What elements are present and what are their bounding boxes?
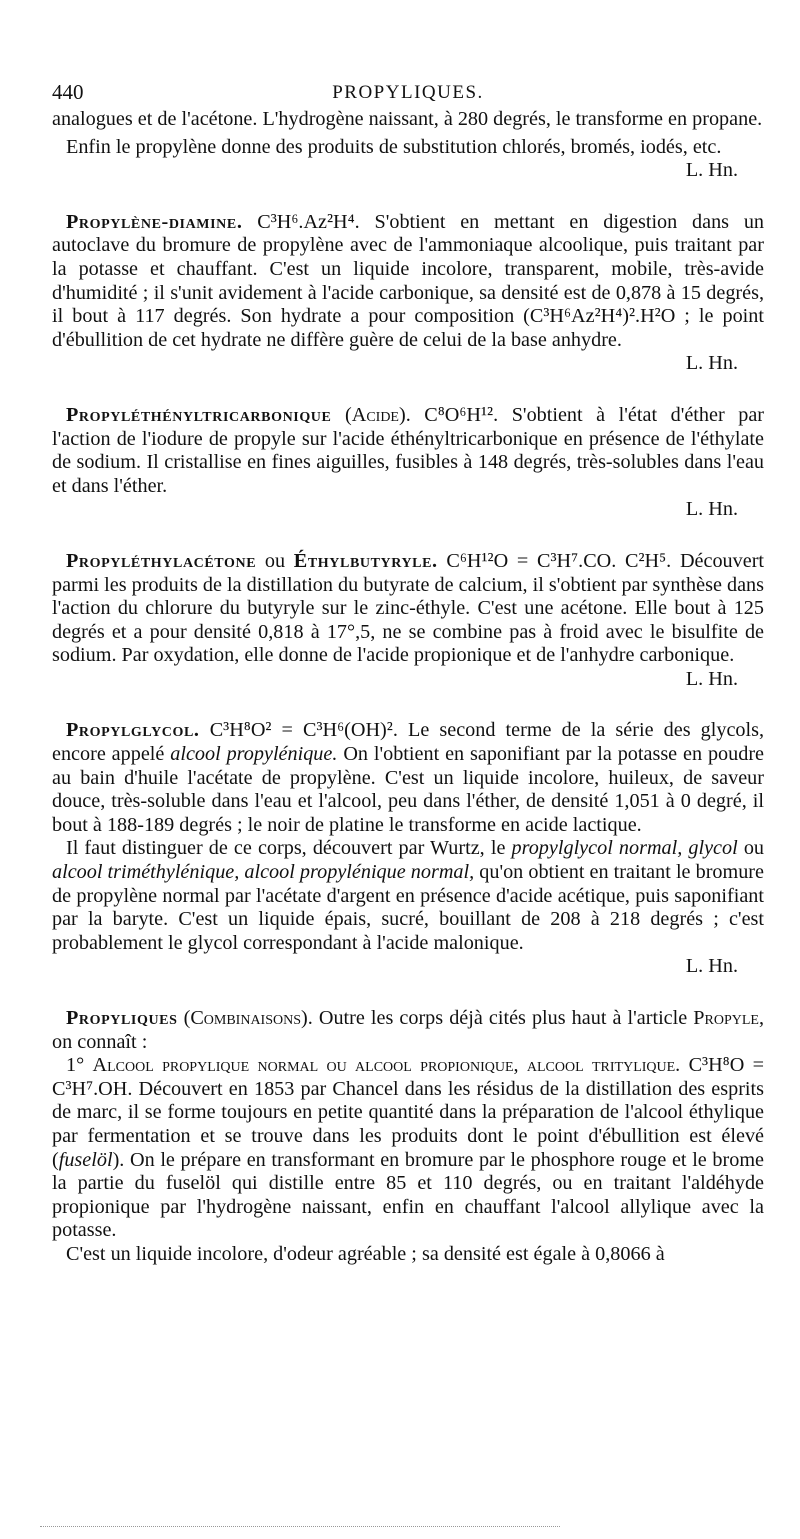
headword-qualifier: (Combinaisons). [183, 1007, 313, 1029]
entry-body: Découvert parmi les produits de la distillation du butyrate de calcium, il s'obtient par synthèse dans l'action du chlorure du butyryle sur le zinc-éthyle. C'est une acétone. Elle bout à 125 degrés et a pour densité 0,818 à 17°,5, ne se combine pas à froid avec le bisulfite de sodium. Par oxydation, elle donne de l'acide propionique et de l'anhydre carbonique. [52, 549, 765, 667]
subentry-title: Alcool propylique normal ou alcool propionique, alcool tritylique. [92, 1054, 681, 1077]
headword: Propyléthylacétone [66, 549, 257, 572]
entry-text [52, 404, 764, 522]
paragraph: analogues et de l'acétone. L'hydrogène naissant, à 280 degrés, le transforme en propane. [52, 108, 763, 130]
entry-propyliques [52, 1007, 764, 1267]
conjunction: ou [264, 549, 286, 572]
headword: Propylglycol. [66, 719, 200, 742]
entry-propylethenyltricarbonique [52, 404, 764, 522]
paragraph-text: Enfin le propylène donne des produits de substitution chlorés, bromés, iodés, etc. [66, 135, 722, 158]
entry-propylethylacetone [52, 550, 764, 692]
page-number: 440 [52, 80, 84, 104]
page-header [52, 78, 764, 108]
chemical-formula: C³H⁸O² = C³H⁶(OH)². [209, 719, 398, 742]
italic-term: alcool propylénique. [170, 743, 338, 766]
entry-propylene-diamine [52, 211, 764, 376]
entry-body: S'obtient à l'état d'éther par l'action de l'iodure de propyle sur l'acide éthényltricarbonique en présence de l'éthylate de sodium. Il cristallise en fines aiguilles, fusibles à 148 degrés, très-solubles dans l'eau et dans l'éther. [52, 403, 765, 497]
continuation-block [52, 108, 764, 183]
entry-body: Le second terme de la série des glycols, encore appelé [52, 719, 765, 766]
running-title: PROPYLIQUES. [332, 82, 484, 103]
paragraph [52, 136, 764, 183]
subentry-text [52, 1054, 764, 1243]
author-signature: L. Hn. [685, 159, 738, 182]
entry-text [52, 550, 764, 692]
italic-term: fuselöl [58, 1148, 113, 1171]
headword: Propyliques [66, 1007, 178, 1029]
entry-body: ). On le prépare en transformant en bromure par le phosphore rouge et le brome la partie du fuselöl qui distille entre 85 et 110 degrés, ou en traitant l'aldéhyde propionique par l'hydrogène naissant, enfin en chauffant l'alcool allylique avec la potasse. [52, 1148, 764, 1242]
chemical-formula: C³H⁶.Az²H⁴. [257, 210, 360, 233]
entry-text [52, 1007, 764, 1054]
entry-body: On l'obtient en saponifiant par la potasse en poudre au bain d'huile l'acétate de propylène. C'est un liquide incolore, huileux, de saveur douce, très-soluble dans l'eau et l'alcool, peu dans l'éther, de densité 1,051 à 0 degré, il bout à 188-189 degrés ; le noir de platine le transforme en acide lactique. [52, 743, 765, 836]
author-signature: L. Hn. [685, 498, 738, 521]
headword: Propyléthényltricarbonique [66, 403, 332, 426]
author-signature: L. Hn. [685, 667, 738, 690]
entry-text [52, 211, 764, 376]
chemical-formula: C⁶H¹²O = C³H⁷.CO. C²H⁵. [446, 549, 672, 572]
italic-term: alcool triméthylénique, alcool propylénique normal, [52, 861, 475, 884]
headword-alternate: Éthylbutyryle. [293, 549, 438, 572]
page [52, 78, 764, 1267]
entry-body: ou [743, 837, 765, 860]
chemical-formula: C³H⁸O = C³H⁷.OH. [52, 1054, 764, 1100]
subentry-number: 1° [66, 1054, 85, 1077]
italic-term: propylglycol normal, glycol [511, 837, 738, 860]
footer-rule [40, 1526, 560, 1527]
entry-text [52, 837, 764, 979]
entry-body: Outre les corps déjà cités plus haut à l'article [318, 1007, 688, 1029]
author-signature: L. Hn. [685, 955, 738, 978]
entry-body: qu'on obtient en traitant le bromure de propylène normal par l'acétate d'argent en présence d'acide acétique, puis saponifiant par la baryte. C'est un liquide épais, sucré, bouillant de 208 à 218 degrés ; c'est probablement le glycol correspondant à l'acide malonique. [52, 861, 764, 954]
entry-body: Il faut distinguer de ce corps, découvert par Wurtz, le [66, 837, 506, 860]
entry-body: S'obtient en mettant en digestion dans un autoclave du bromure de propylène avec de l'ammoniaque alcoolique, puis traitant par la potasse et chauffant. C'est un liquide incolore, transparent, mobile, très-avide d'humidité ; il s'unit avidement à l'acide carbonique, sa densité est de 0,878 à 15 degrés, il bout à 117 degrés. Son hydrate a pour composition (C³H⁶Az²H⁴)².H²O ; le point d'ébullition de cet hydrate ne diffère guère de celui de la base anhydre. [52, 210, 765, 351]
entry-text [52, 719, 764, 837]
entry-propylglycol [52, 719, 764, 979]
author-signature: L. Hn. [685, 352, 738, 375]
headword-qualifier: (Acide). [345, 403, 411, 426]
entry-body: on connaît : [52, 1030, 148, 1053]
chemical-formula: C⁸O⁶H¹². [424, 403, 499, 426]
cross-reference: Propyle, [693, 1007, 765, 1029]
paragraph: C'est un liquide incolore, d'odeur agréable ; sa densité est égale à 0,8066 à [66, 1242, 665, 1265]
headword: Propylène-diamine. [66, 210, 243, 233]
entry-body: Découvert en 1853 par Chancel dans les résidus de la distillation des esprits de marc, il se forme toujours en petite quantité dans la préparation de l'alcool éthylique par fermentation et se trouve dans les produits dont le point d'ébullition est élevé ( [52, 1077, 765, 1171]
